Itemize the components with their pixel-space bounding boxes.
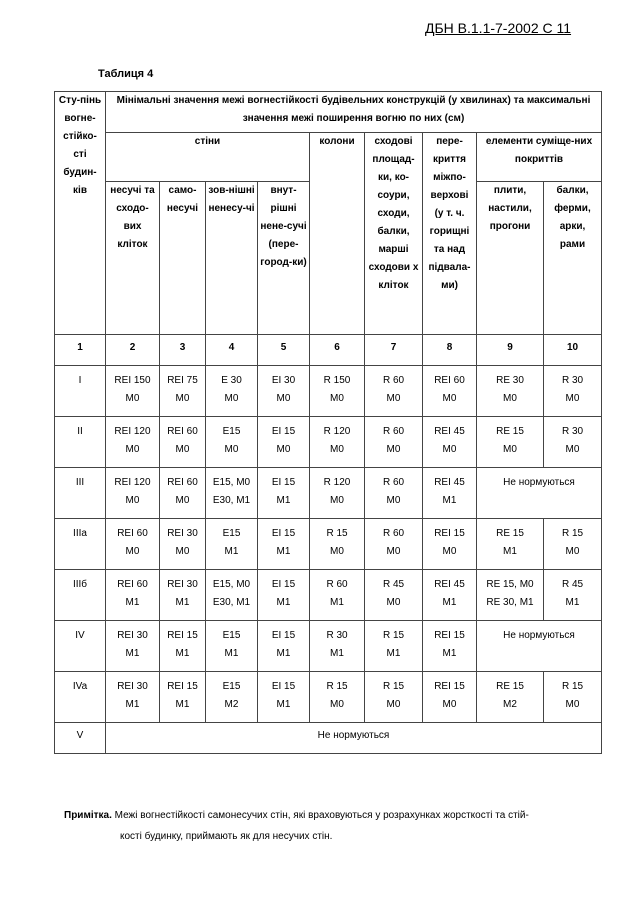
value-cell: [365, 519, 423, 570]
degree-cell: IV: [55, 621, 106, 672]
value-line: M1: [276, 495, 291, 506]
value-cell: [365, 621, 423, 672]
value-line: RE 15: [496, 681, 524, 692]
value-cell: [106, 570, 160, 621]
value-line: REI 15: [167, 630, 198, 641]
value-cell: [365, 672, 423, 723]
value-line: M0: [224, 393, 239, 404]
value-line: M1: [276, 648, 291, 659]
value-cell: [423, 366, 477, 417]
value-cell: [423, 519, 477, 570]
value-line: M1: [175, 699, 190, 710]
value-cell: [477, 672, 544, 723]
value-line: M0: [503, 393, 517, 404]
value-line: RE 15: [496, 528, 524, 539]
value-line: R 15: [326, 681, 348, 692]
value-line: REI 15: [434, 528, 465, 539]
value-line: REI 60: [167, 426, 198, 437]
value-line: E15: [222, 528, 241, 539]
value-line: M1: [224, 546, 239, 557]
value-line: M1: [330, 648, 344, 659]
value-line: M0: [125, 444, 140, 455]
value-cell: [477, 366, 544, 417]
note-line-1: Межі вогнестійкості самонесучих стін, які враховуються у розрахунках жорсткості та стій-: [114, 810, 529, 821]
value-cell: [160, 519, 206, 570]
value-line: M0: [175, 393, 190, 404]
value-line: M0: [442, 546, 457, 557]
value-cell: [365, 417, 423, 468]
value-line: M1: [503, 546, 517, 557]
value-cell: [365, 468, 423, 519]
value-cell: [258, 621, 310, 672]
table-note: [64, 805, 604, 847]
value-cell: [106, 366, 160, 417]
value-line: EI 30: [271, 375, 296, 386]
column-number: 3: [160, 335, 206, 366]
value-line: R 120: [323, 477, 351, 488]
value-line: R 30: [326, 630, 348, 641]
value-cell: [544, 570, 602, 621]
value-line: M0: [386, 495, 401, 506]
value-line: EI 15: [271, 681, 296, 692]
value-cell: [423, 672, 477, 723]
value-line: M0: [276, 444, 291, 455]
value-line: M0: [503, 444, 517, 455]
value-cell: [206, 621, 258, 672]
column-number-row: [55, 335, 602, 366]
degree-cell: II: [55, 417, 106, 468]
value-line: R 150: [323, 375, 351, 386]
column-number: 1: [55, 335, 106, 366]
value-cell: [258, 417, 310, 468]
value-line: EI 15: [271, 426, 296, 437]
header-walls-self-bearing: само-несучі: [160, 182, 206, 335]
value-line: M0: [125, 546, 140, 557]
value-line: REI 45: [434, 579, 465, 590]
value-line: E30, M1: [212, 597, 251, 608]
degree-cell: III: [55, 468, 106, 519]
value-line: EI 15: [271, 630, 296, 641]
value-cell: [310, 519, 365, 570]
column-number: 7: [365, 335, 423, 366]
value-cell: [258, 672, 310, 723]
value-cell: [160, 366, 206, 417]
document-code-header: ДБН В.1.1-7-2002 С 11: [425, 20, 572, 36]
value-line: R 15: [561, 528, 584, 539]
value-cell: [106, 519, 160, 570]
column-number: 8: [423, 335, 477, 366]
value-line: RE 15: [496, 426, 524, 437]
value-cell: [206, 468, 258, 519]
value-line: REI 60: [434, 375, 465, 386]
column-number: 9: [477, 335, 544, 366]
not-normalized-cell: Не нормуються: [106, 723, 602, 754]
value-line: M0: [565, 393, 580, 404]
value-cell: [206, 366, 258, 417]
value-cell: [258, 468, 310, 519]
value-line: M1: [125, 699, 140, 710]
not-normalized-cell: Не нормуються: [477, 468, 602, 519]
value-cell: [258, 519, 310, 570]
value-cell: [258, 366, 310, 417]
header-walls-bearing: несучі та сходо-вих кліток: [106, 182, 160, 335]
value-line: M1: [276, 699, 291, 710]
header-stairs: сходові площад-ки, ко-соури, сходи, балки, марші сходови х кліток: [365, 133, 423, 335]
value-line: REI 30: [117, 681, 148, 692]
value-line: M0: [330, 546, 344, 557]
value-line: REI 120: [114, 426, 151, 437]
column-number: 6: [310, 335, 365, 366]
value-line: M1: [224, 648, 239, 659]
value-cell: [310, 672, 365, 723]
table-caption: Таблиця 4: [98, 68, 154, 80]
value-cell: [106, 417, 160, 468]
value-line: M0: [125, 393, 140, 404]
header-floors: пере-криття міжпо-верхові (у т. ч. горищні та над підвала-ми): [423, 133, 477, 335]
header-walls: стіни: [106, 133, 310, 182]
value-cell: [477, 417, 544, 468]
value-cell: [544, 366, 602, 417]
value-cell: [310, 570, 365, 621]
table-row: [55, 468, 602, 519]
value-line: REI 45: [434, 426, 465, 437]
value-line: M1: [565, 597, 580, 608]
fire-resistance-table: [54, 91, 602, 754]
value-cell: [310, 621, 365, 672]
value-line: R 60: [382, 477, 405, 488]
note-label: Примітка.: [64, 810, 112, 821]
value-line: M0: [386, 444, 401, 455]
value-line: REI 30: [167, 579, 198, 590]
value-line: M2: [224, 699, 239, 710]
value-cell: [365, 366, 423, 417]
header-degree: Сту-пінь вогне-стійко-сті будин-ків: [55, 92, 106, 335]
value-line: R 45: [561, 579, 584, 590]
value-line: M0: [442, 444, 457, 455]
header-walls-external: зов-нішні ненесу-чі: [206, 182, 258, 335]
value-cell: [206, 570, 258, 621]
degree-cell: IIIб: [55, 570, 106, 621]
header-columns: колони: [310, 133, 365, 335]
value-line: REI 60: [117, 528, 148, 539]
value-line: M1: [442, 648, 457, 659]
value-cell: [423, 570, 477, 621]
value-line: R 60: [382, 375, 405, 386]
value-cell: [310, 366, 365, 417]
value-line: M0: [442, 393, 457, 404]
value-line: R 30: [561, 375, 584, 386]
value-line: M0: [565, 699, 580, 710]
degree-cell: V: [55, 723, 106, 754]
value-line: E 30: [221, 375, 242, 386]
value-line: R 60: [382, 426, 405, 437]
note-line-2: кості будинку, приймають як для несучих стін.: [120, 831, 333, 842]
value-line: R 60: [326, 579, 348, 590]
table-row: [55, 519, 602, 570]
column-number: 2: [106, 335, 160, 366]
value-line: M1: [330, 597, 344, 608]
value-cell: [160, 621, 206, 672]
value-line: M0: [386, 597, 401, 608]
value-cell: [258, 570, 310, 621]
degree-cell: IIIa: [55, 519, 106, 570]
value-line: R 15: [382, 630, 405, 641]
value-line: R 15: [561, 681, 584, 692]
value-cell: [544, 672, 602, 723]
value-cell: [160, 672, 206, 723]
value-line: M1: [276, 597, 291, 608]
value-line: R 120: [323, 426, 351, 437]
value-line: M0: [276, 393, 291, 404]
header-roof-slabs: плити, настили, прогони: [477, 182, 544, 335]
value-line: M0: [224, 444, 239, 455]
value-line: RE 30: [496, 375, 524, 386]
value-line: E15: [222, 681, 241, 692]
value-line: REI 45: [434, 477, 465, 488]
value-line: R 30: [561, 426, 584, 437]
value-cell: [423, 417, 477, 468]
value-cell: [206, 417, 258, 468]
value-line: E15: [222, 630, 241, 641]
value-line: M1: [276, 546, 291, 557]
value-line: REI 120: [114, 477, 151, 488]
table-row: [55, 621, 602, 672]
value-line: M0: [175, 495, 190, 506]
value-cell: [206, 672, 258, 723]
header-walls-internal: внут-рішні нене-сучі (пере-город-ки): [258, 182, 310, 335]
value-line: E30, M1: [212, 495, 251, 506]
value-line: E15, M0: [212, 579, 251, 590]
value-cell: [160, 468, 206, 519]
value-cell: [106, 672, 160, 723]
value-line: M1: [175, 648, 190, 659]
value-line: M0: [386, 699, 401, 710]
value-cell: [206, 519, 258, 570]
value-cell: [477, 570, 544, 621]
value-line: M0: [565, 546, 580, 557]
value-line: REI 60: [167, 477, 198, 488]
value-line: REI 75: [167, 375, 198, 386]
value-cell: [477, 519, 544, 570]
value-line: M0: [175, 444, 190, 455]
value-cell: [310, 468, 365, 519]
value-cell: [423, 468, 477, 519]
column-number: 4: [206, 335, 258, 366]
table-row: [55, 723, 602, 754]
table-row: [55, 417, 602, 468]
header-main: Мінімальні значення межі вогнестійкості будівельних конструкцій (у хвилинах) та максимальні значення межі поширення вогню по них (см): [106, 92, 602, 133]
header-roof-beams: балки, ферми, арки, рами: [544, 182, 602, 335]
value-line: M0: [330, 444, 344, 455]
column-number: 5: [258, 335, 310, 366]
value-cell: [544, 417, 602, 468]
header-roof: елементи суміще-них покриттів: [477, 133, 602, 182]
value-line: REI 30: [117, 630, 148, 641]
value-line: R 15: [382, 681, 405, 692]
value-line: M0: [386, 546, 401, 557]
value-cell: [106, 468, 160, 519]
value-line: M0: [330, 393, 344, 404]
value-line: RE 15, M0: [486, 579, 534, 590]
table-body: [55, 366, 602, 754]
value-cell: [544, 519, 602, 570]
value-cell: [160, 570, 206, 621]
value-line: REI 15: [434, 630, 465, 641]
value-line: E15: [222, 426, 241, 437]
degree-cell: I: [55, 366, 106, 417]
value-line: M1: [442, 495, 457, 506]
value-line: M0: [330, 495, 344, 506]
value-line: RE 30, M1: [486, 597, 534, 608]
column-number: 10: [544, 335, 602, 366]
value-cell: [160, 417, 206, 468]
value-line: M0: [330, 699, 344, 710]
value-line: R 15: [326, 528, 348, 539]
value-line: M0: [386, 393, 401, 404]
value-line: M2: [503, 699, 517, 710]
value-line: EI 15: [271, 477, 296, 488]
value-cell: [365, 570, 423, 621]
value-line: REI 60: [117, 579, 148, 590]
table-row: [55, 366, 602, 417]
value-line: REI 150: [114, 375, 151, 386]
not-normalized-cell: Не нормуються: [477, 621, 602, 672]
value-line: M0: [125, 495, 140, 506]
value-line: M0: [442, 699, 457, 710]
value-line: M1: [386, 648, 401, 659]
value-line: REI 15: [167, 681, 198, 692]
value-line: R 45: [382, 579, 405, 590]
value-line: EI 15: [271, 579, 296, 590]
value-cell: [310, 417, 365, 468]
value-line: EI 15: [271, 528, 296, 539]
value-line: M0: [565, 444, 580, 455]
value-line: REI 15: [434, 681, 465, 692]
value-line: M1: [442, 597, 457, 608]
value-line: M1: [125, 597, 140, 608]
value-line: R 60: [382, 528, 405, 539]
value-line: M1: [125, 648, 140, 659]
value-line: E15, M0: [212, 477, 251, 488]
value-line: M1: [175, 597, 190, 608]
table-row: [55, 672, 602, 723]
degree-cell: IVa: [55, 672, 106, 723]
value-cell: [106, 621, 160, 672]
table-row: [55, 570, 602, 621]
value-line: REI 30: [167, 528, 198, 539]
value-cell: [423, 621, 477, 672]
value-line: M0: [175, 546, 190, 557]
